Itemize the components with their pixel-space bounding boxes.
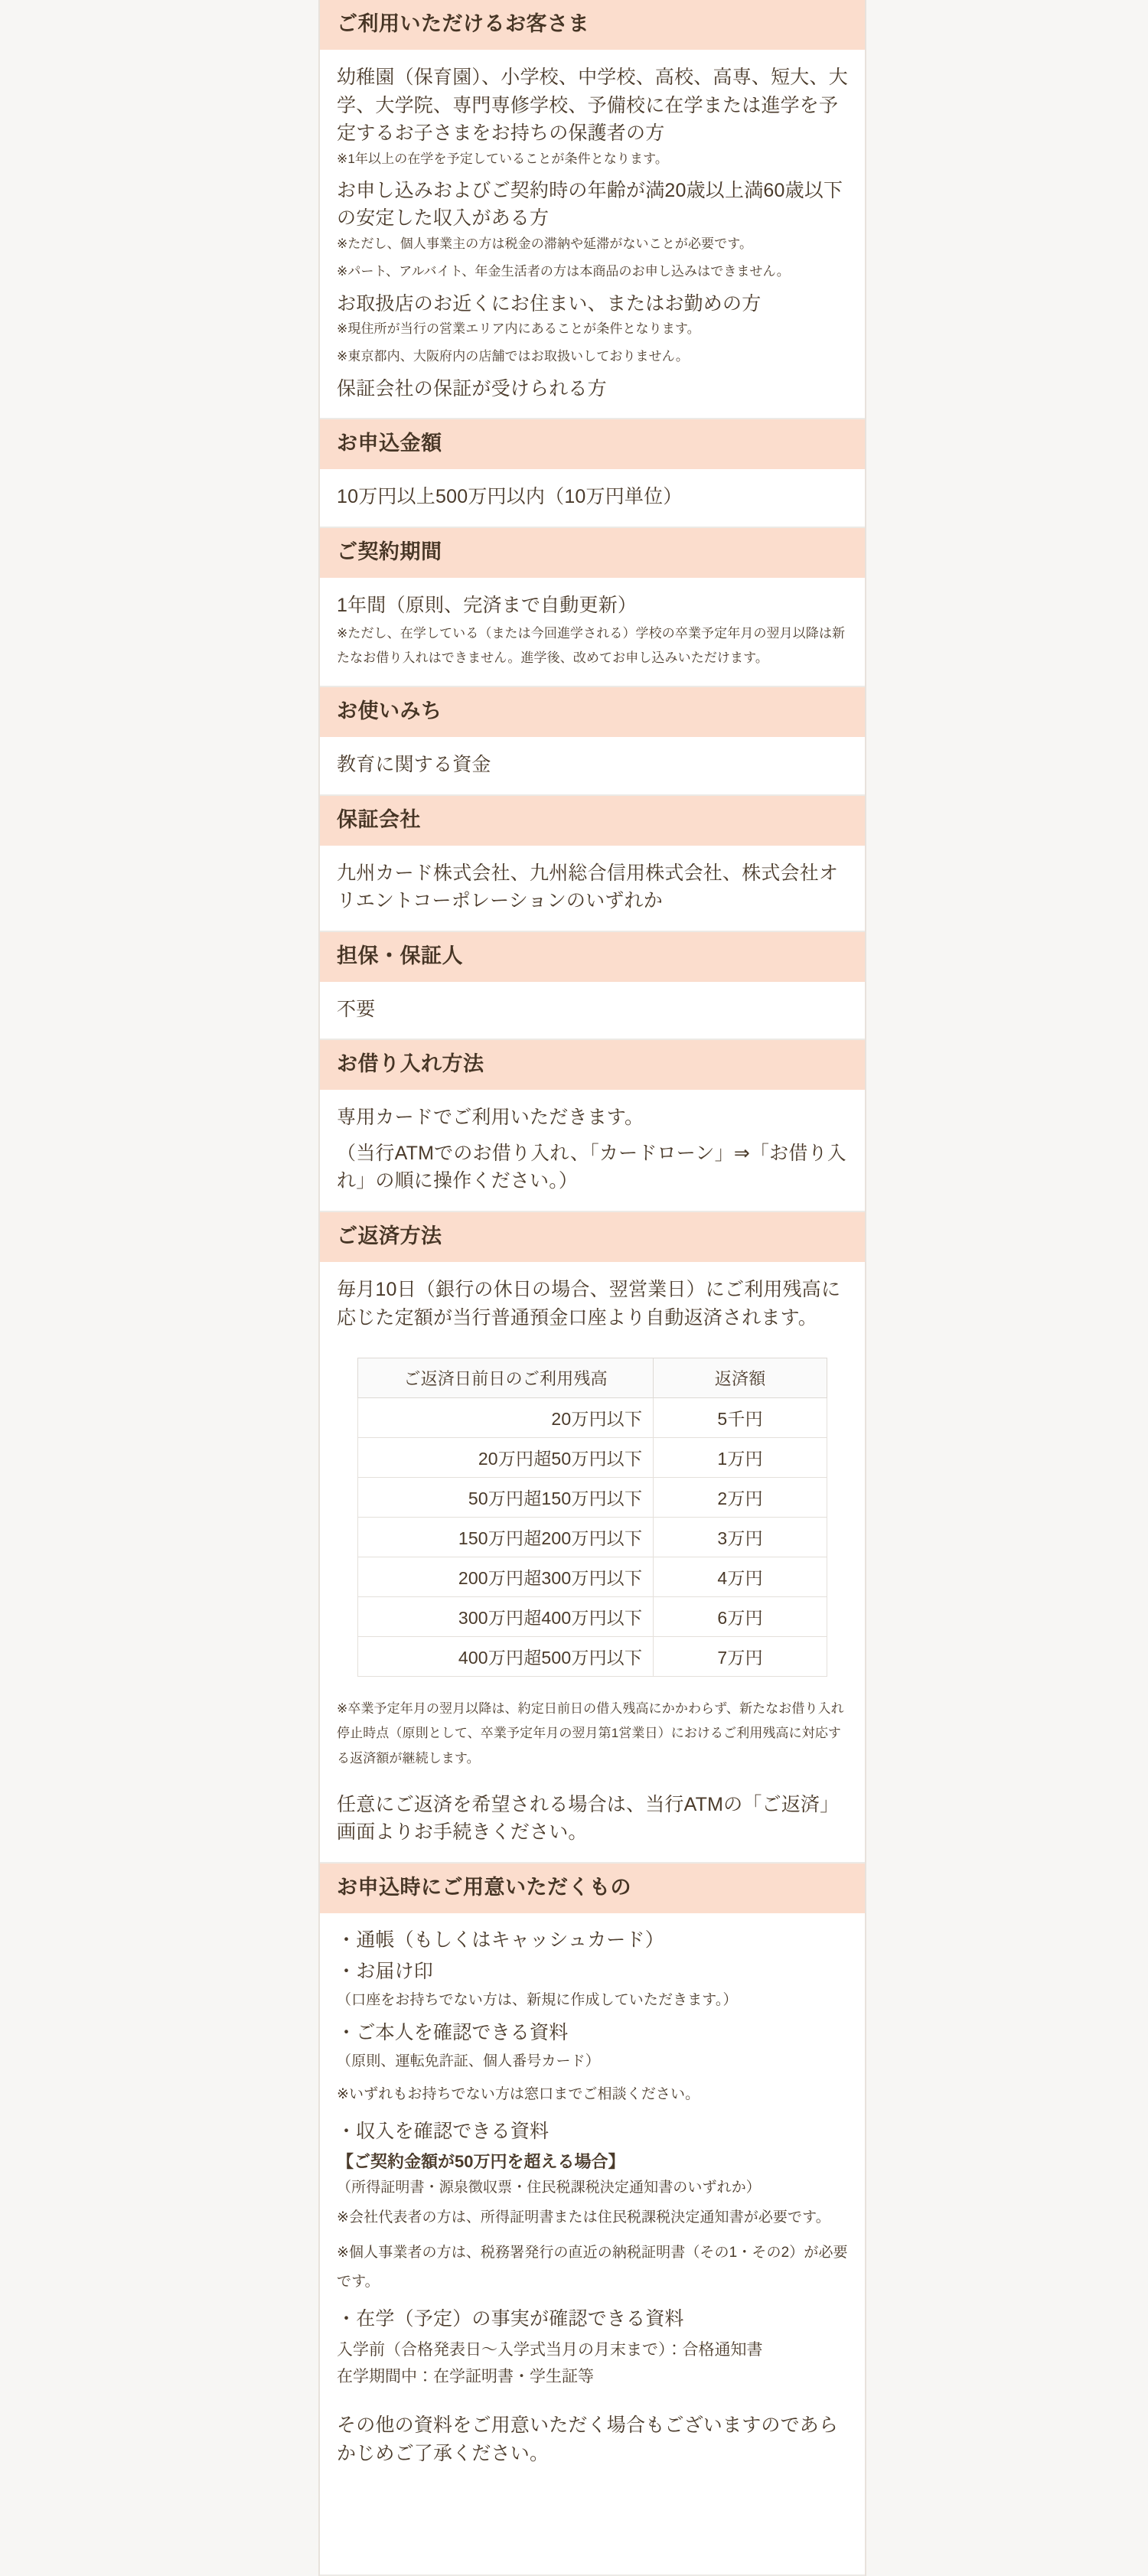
paragraph: 10万円以上500万円以内（10万円単位） [337,486,683,508]
table-row [358,1438,827,1478]
document-spacer [337,2392,848,2411]
paragraph: 九州カード株式会社、九州総合信用株式会社、株式会社オリエントコーポレーションのいずれか [337,862,839,912]
document-line: 入学前（合格発表日〜入学式当月の月末まで）：合格通知書 [337,2340,763,2359]
balance-cell: 400万円超500万円以下 [358,1637,654,1677]
document-item: ・通帳（もしくはキャッシュカード） [337,1929,664,1952]
repayment-note: ※卒業予定年月の翌月以降は、約定日前日の借入残高にかかわらず、新たなお借り入れ停止時点（原則として、卒業予定年月の翌月第1営業日）におけるご利用残高に対応する返済額が継続します。 [337,1701,844,1766]
table-row [358,1597,827,1637]
amount-cell: 7万円 [654,1637,827,1677]
section-body-required-documents [320,1913,865,2576]
repayment-table-wrap [337,1358,848,1677]
note-text: ※ただし、在学している（または今回進学される）学校の卒業予定年月の翌月以降は新たなお借り入れはできません。進学後、改めてお申し込みいただけます。 [337,625,846,665]
bottom-spacer [337,2467,848,2559]
amount-cell: 4万円 [654,1557,827,1597]
document-item: ・ご本人を確認できる資料 [337,2021,569,2043]
section-heading-contract-period: ご契約期間 [320,528,865,578]
paragraph: 1年間（原則、完済まで自動更新） [337,595,638,616]
document-item: ・お届け印 [337,1961,434,1983]
section-heading-application-amount: お申込金額 [320,419,865,469]
table-row [358,1557,827,1597]
section-heading-eligible-customers: ご利用いただけるお客さま [320,0,865,50]
section-heading-repayment-method: ご返済方法 [320,1212,865,1262]
product-spec-list [320,0,865,2576]
amount-cell: 2万円 [654,1478,827,1518]
balance-cell: 300万円超400万円以下 [358,1597,654,1637]
document-subnote: （所得証明書・源泉徴収票・住民税課税決定通知書のいずれか） [337,2179,761,2196]
paragraph: 専用カードでご利用いただきます。 [337,1107,644,1129]
document-line: 在学期間中：在学証明書・学生証等 [337,2368,594,2386]
section-body-repayment-method [320,1262,865,1864]
balance-cell: 150万円超200万円以下 [358,1518,654,1557]
paragraph: 保証会社の保証が受けられる方 [337,377,607,399]
document-emphasis: 【ご契約金額が50万円を超える場合】 [337,2152,625,2172]
paragraph: 教育に関する資金 [337,754,491,776]
amount-cell: 3万円 [654,1518,827,1557]
document-note: ※会社代表者の方は、所得証明書または住民税課税決定通知書が必要です。 [337,2209,830,2226]
document-subnote: （口座をお持ちでない方は、新規に作成していただきます。） [337,1992,738,2009]
section-body-guarantee-company [320,846,865,932]
section-body-borrowing-method [320,1090,865,1212]
section-heading-required-documents: お申込時にご用意いただくもの [320,1864,865,1913]
table-row [358,1637,827,1677]
table-row [358,1398,827,1438]
amount-cell: 5千円 [654,1398,827,1438]
section-heading-collateral-guarantor: 担保・保証人 [320,932,865,982]
table-header-cell: ご返済日前日のご利用残高 [358,1358,654,1398]
document-subnote: （原則、運転免許証、個人番号カード） [337,2053,600,2069]
balance-cell: 50万円超150万円以下 [358,1478,654,1518]
note-text: ※パート、アルバイト、年金生活者の方は本商品のお申し込みはできません。 [337,264,790,279]
document-closing: その他の資料をご用意いただく場合もございますのであらかじめご了承ください。 [337,2415,839,2464]
section-heading-guarantee-company: 保証会社 [320,796,865,846]
note-text: ※現住所が当行の営業エリア内にあることが条件となります。 [337,321,700,337]
table-row [358,1478,827,1518]
document-item: ・在学（予定）の事実が確認できる資料 [337,2307,684,2330]
table-header-cell: 返済額 [654,1358,827,1398]
paragraph: （当行ATMでのお借り入れ、「カードローン」⇒「お借り入れ」の順に操作ください。） [337,1142,846,1192]
repayment-intro: 毎月10日（銀行の休日の場合、翌営業日）にご利用残高に応じた定額が当行普通預金口座より自動返済されます。 [337,1279,841,1329]
document-note: ※個人事業者の方は、税務署発行の直近の納税証明書（その1・その2）が必要です。 [337,2244,848,2290]
section-body-application-amount [320,469,865,528]
section-body-contract-period [320,578,865,687]
balance-cell: 200万円超300万円以下 [358,1557,654,1597]
section-heading-purpose: お使いみち [320,687,865,737]
note-text: ※東京都内、大阪府内の店舗ではお取扱いしておりません。 [337,349,689,364]
paragraph: お取扱店のお近くにお住まい、またはお勤めの方 [337,292,762,315]
table-header-row [358,1358,827,1398]
note-text: ※1年以上の在学を予定していることが条件となります。 [337,151,668,166]
repayment-table [357,1358,827,1677]
paragraph: 幼稚園（保育園）、小学校、中学校、高校、高専、短大、大学、大学院、専門専修学校、予備校に在学または進学を予定するお子さまをお持ちの保護者の方 [337,67,848,145]
paragraph: お申し込みおよびご契約時の年齢が満20歳以上満60歳以下の安定した収入がある方 [337,179,843,230]
note-text: ※ただし、個人事業主の方は税金の滞納や延滞がないことが必要です。 [337,236,753,251]
section-body-purpose [320,737,865,796]
paragraph: 不要 [337,998,376,1020]
amount-cell: 1万円 [654,1438,827,1478]
document-item: ・収入を確認できる資料 [337,2121,550,2143]
section-body-eligible-customers [320,50,865,419]
repayment-closing: 任意にご返済を希望される場合は、当行ATMの「ご返済」画面よりお手続きください。 [337,1793,840,1844]
balance-cell: 20万円以下 [358,1398,654,1438]
document-note: ※いずれもお持ちでない方は窓口までご相談ください。 [337,2086,700,2103]
content-column [318,0,866,2576]
amount-cell: 6万円 [654,1597,827,1637]
section-heading-borrowing-method: お借り入れ方法 [320,1040,865,1090]
balance-cell: 20万円超50万円以下 [358,1438,654,1478]
section-body-collateral-guarantor [320,982,865,1041]
table-row [358,1518,827,1557]
